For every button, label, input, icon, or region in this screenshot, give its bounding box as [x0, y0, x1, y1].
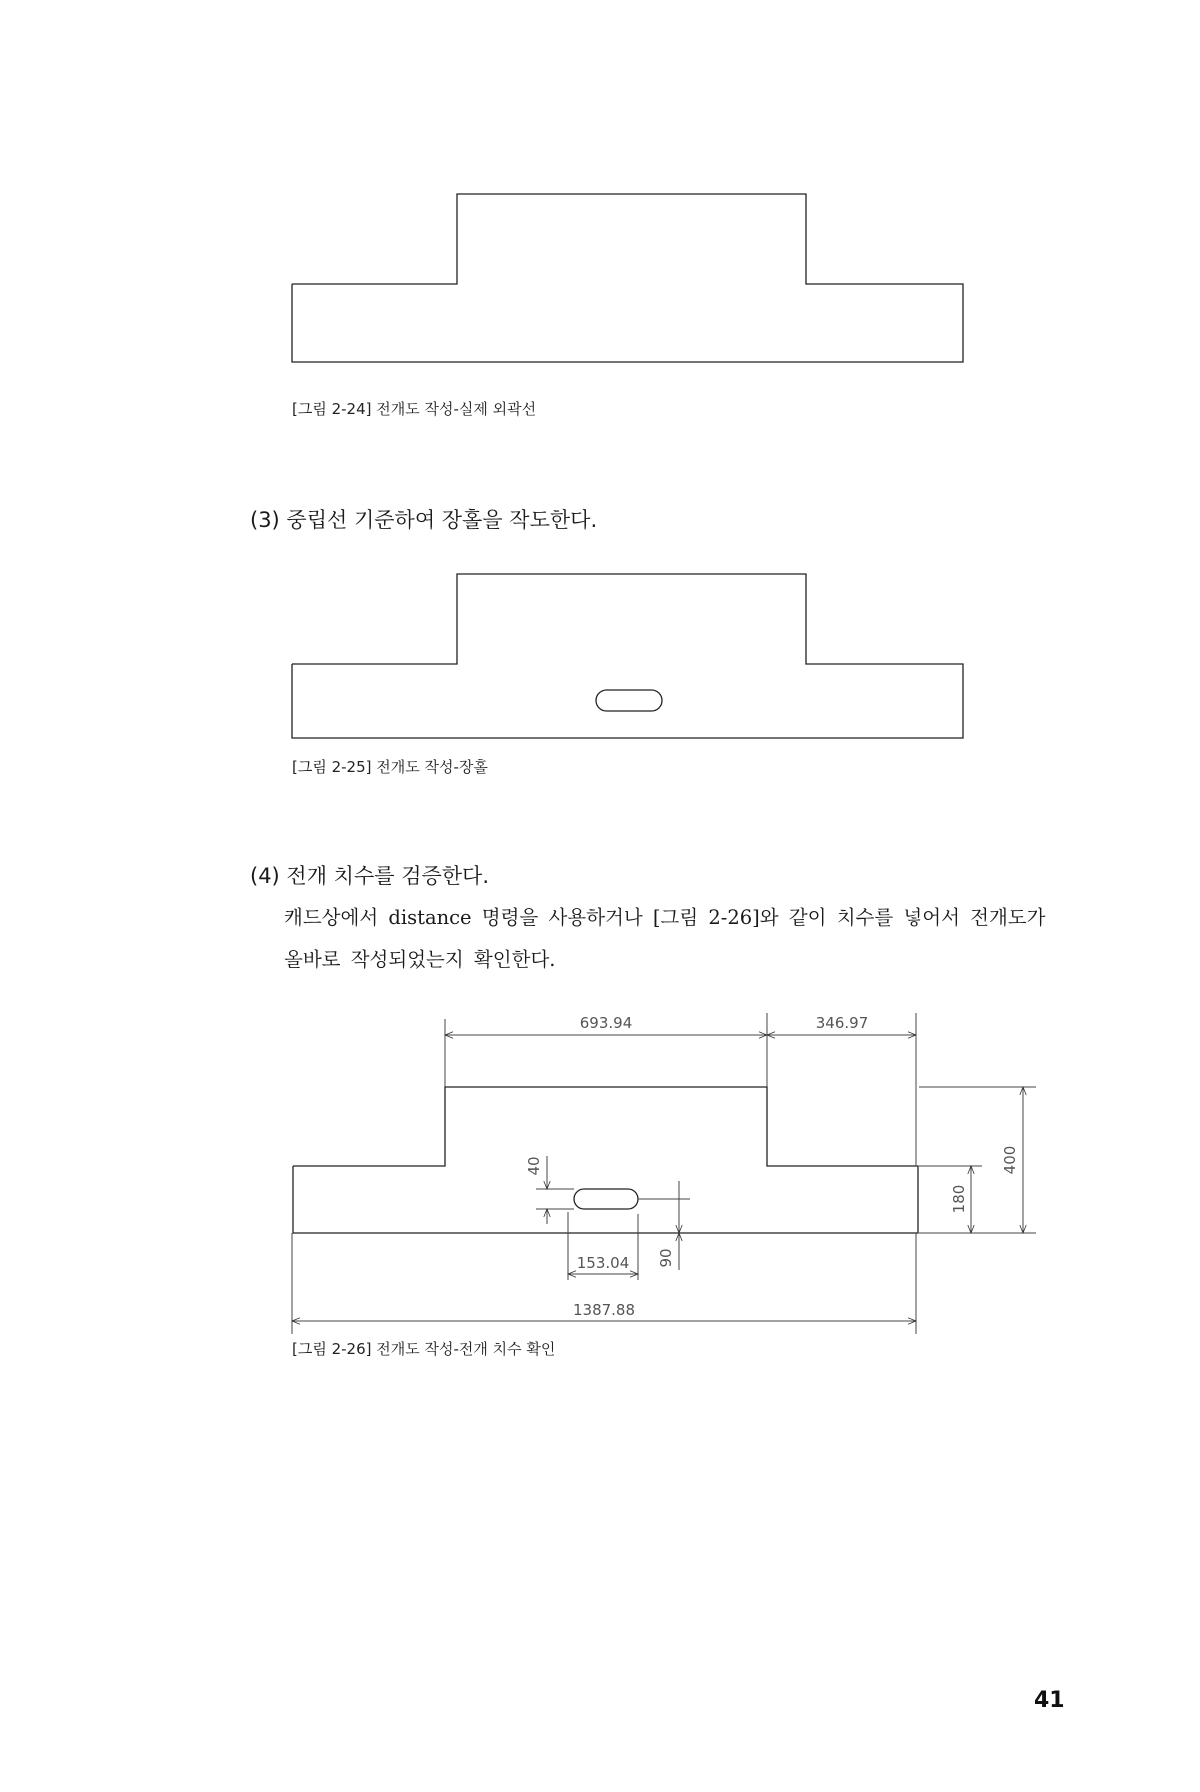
- dim-label-slot-offset-x: 153.04: [576, 1254, 630, 1272]
- dim-label-top-right: 346.97: [815, 1014, 869, 1032]
- slot-hole: [574, 1189, 638, 1209]
- step-4-heading: (4) 전개 치수를 검증한다.: [250, 864, 490, 888]
- dim-label-step-height: 180: [950, 1184, 968, 1214]
- page-number: 41: [1034, 1688, 1065, 1713]
- figure-2-26-caption: [그림 2-26] 전개도 작성-전개 치수 확인: [292, 1340, 556, 1358]
- step-4-body-line-1: 캐드상에서 distance 명령을 사용하거나 [그림 2-26]와 같이 치수를 넣어서 전개도가: [284, 906, 1046, 929]
- dim-label-total-width: 1387.88: [572, 1301, 636, 1319]
- figure-2-25-caption: [그림 2-25] 전개도 작성-장홀: [292, 758, 488, 776]
- figure-2-24-caption: [그림 2-24] 전개도 작성-실제 외곽선: [292, 400, 537, 418]
- unfolded-outline: [293, 1087, 918, 1233]
- step-3-heading: (3) 중립선 기준하여 장홀을 작도한다.: [250, 508, 598, 532]
- dim-label-top-left: 693.94: [579, 1014, 633, 1032]
- dim-label-total-height: 400: [1001, 1145, 1019, 1175]
- dim-label-slot-height: 40: [525, 1156, 543, 1176]
- dim-label-slot-offset-y: 90: [657, 1248, 675, 1268]
- step-4-body-line-2: 올바로 작성되었는지 확인한다.: [284, 948, 556, 971]
